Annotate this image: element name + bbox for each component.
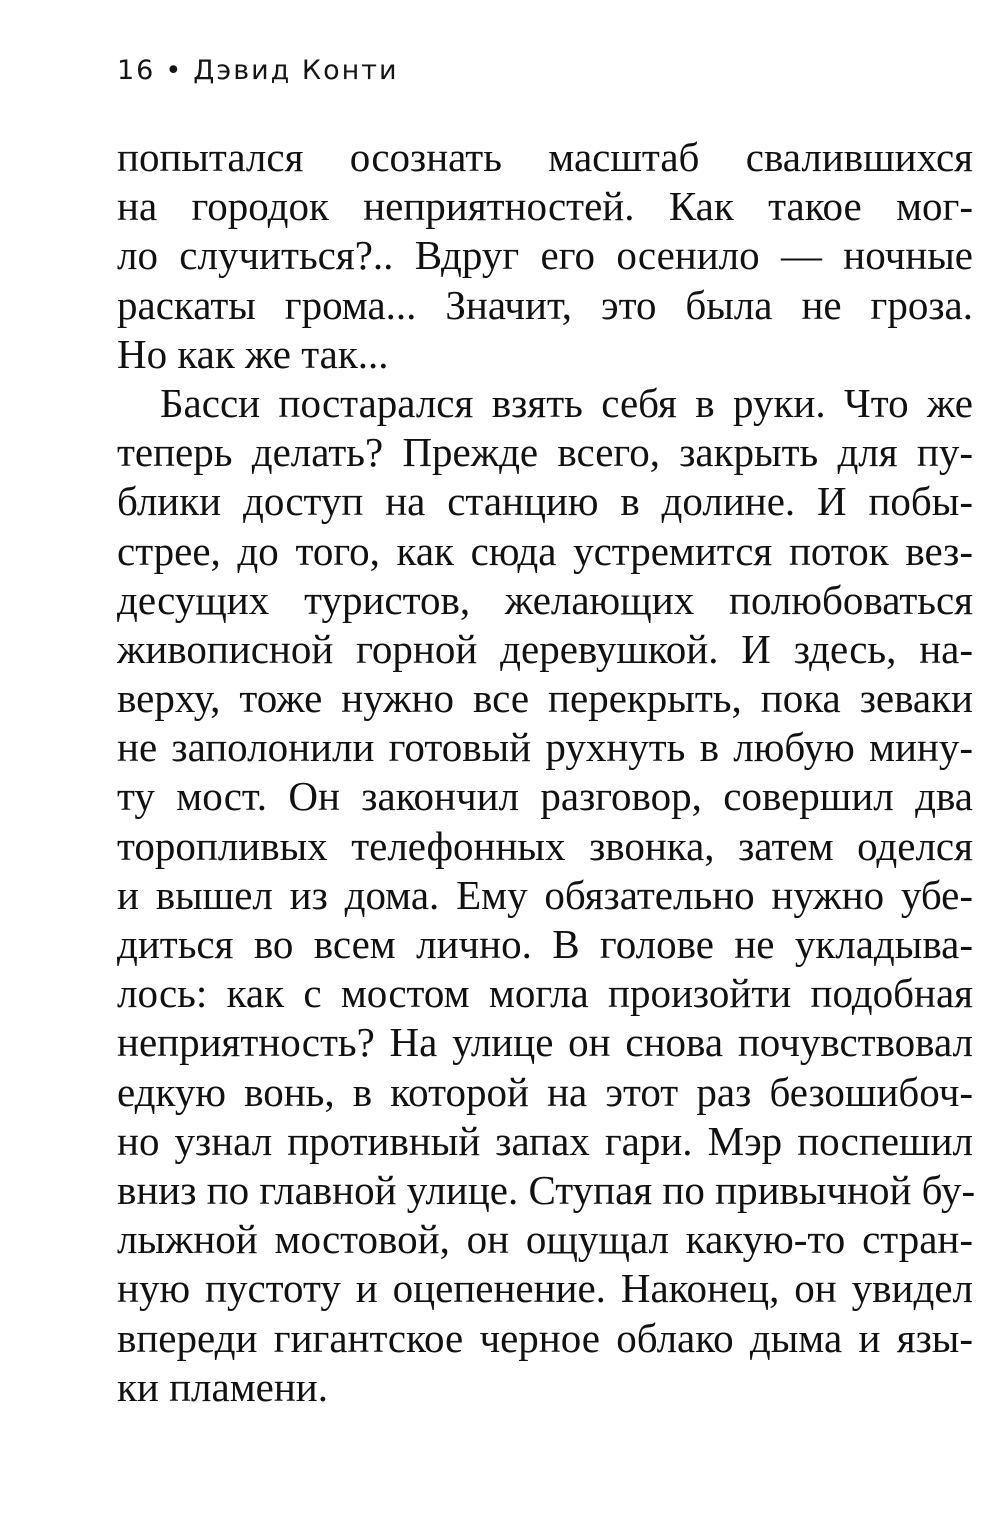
text-line: ло случиться?.. Вдруг его осенило — ночные (117, 232, 973, 279)
text-line: раскаты грома... Значит, это была не гроза. (117, 281, 973, 328)
text-line: стрее, до того, как сюда устремится поток вез- (117, 527, 973, 574)
text-line: теперь делать? Прежде всего, закрыть для пу- (117, 429, 973, 476)
paragraph-2 (117, 379, 976, 1412)
body-text (117, 133, 976, 1412)
text-line: вниз по главной улице. Ступая по привычной бу- (117, 1166, 976, 1213)
header-separator: • (165, 55, 184, 86)
text-line: десущих туристов, желающих полюбоваться (117, 576, 973, 623)
running-title: Дэвид Конти (193, 55, 399, 86)
text-line: не заполонили готовый рухнуть в любую мину- (117, 724, 973, 771)
text-line: Но как же так... (117, 330, 389, 377)
text-line: верху, тоже нужно все перекрыть, пока зеваки (117, 675, 973, 722)
text-line: диться во всем лично. В голове не укладыва- (117, 921, 973, 967)
text-line: ту мост. Он закончил разговор, совершил два (117, 773, 973, 820)
text-line: ки пламени. (117, 1363, 328, 1410)
text-line: лось: как с мостом могла произойти подобная (117, 970, 973, 1017)
text-line: блики доступ на станцию в долине. И побы- (117, 478, 973, 525)
text-line: но узнал противный запах гари. Мэр поспешил (117, 1117, 973, 1164)
text-line: и вышел из дома. Ему обязательно нужно убе- (117, 871, 973, 918)
text-line: попытался осознать масштаб свалившихся (117, 134, 973, 180)
text-line: торопливых телефонных звонка, затем оделся (117, 822, 973, 869)
text-line: впереди гигантское черное облако дыма и язы- (117, 1314, 973, 1361)
text-line: на городок неприятностей. Как такое мог- (117, 183, 973, 230)
text-line: живописной горной деревушкой. И здесь, на- (117, 625, 973, 672)
running-head (117, 52, 399, 90)
text-line: едкую вонь, в которой на этот раз безошибоч- (117, 1068, 973, 1115)
page-number: 16 (117, 55, 156, 86)
text-line: ную пустоту и оцепенение. Наконец, он увидел (117, 1265, 973, 1312)
text-line: неприятность? На улице он снова почувствовал (117, 1019, 973, 1066)
paragraph-1 (117, 133, 973, 379)
text-line: лыжной мостовой, он ощущал какую-то стран- (117, 1216, 973, 1263)
text-line: Басси постарался взять себя в руки. Что же (160, 379, 973, 426)
